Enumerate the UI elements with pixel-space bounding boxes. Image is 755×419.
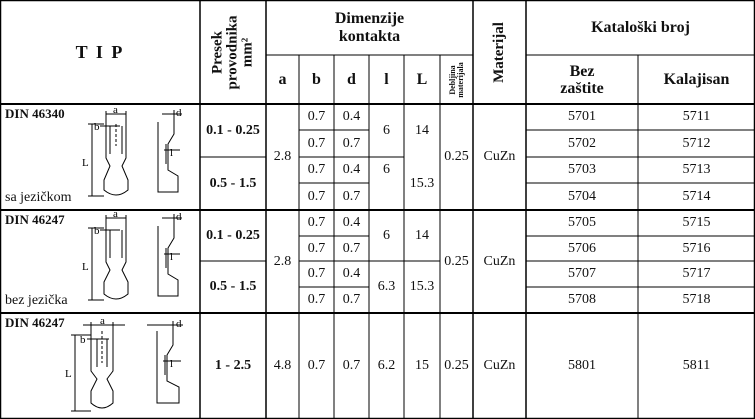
group2-row2-b: 0.7 xyxy=(307,240,326,256)
svg-text:a: a xyxy=(113,210,118,220)
terminal-drawing-3 xyxy=(55,313,198,419)
col-a-header: a xyxy=(278,70,287,88)
group1-row3-bez: 5703 xyxy=(568,162,596,177)
col-b-header: b xyxy=(312,70,321,88)
group3-presek: 1 - 2.5 xyxy=(214,358,252,373)
svg-text:l: l xyxy=(170,358,174,370)
group3-type-name: DIN 46247 xyxy=(5,315,65,330)
group1-l-1: 6 xyxy=(383,122,390,138)
group2-row3-bez: 5707 xyxy=(568,266,596,281)
group1-presek-2: 0.5 - 1.5 xyxy=(209,175,257,191)
svg-text:b: b xyxy=(80,334,86,346)
group1-row3-d: 0.4 xyxy=(342,162,361,177)
group1-row1-kal: 5711 xyxy=(682,109,711,124)
group2-row2-d: 0.7 xyxy=(342,240,361,256)
group1-row3-kal: 5713 xyxy=(682,162,711,177)
dim-b-label: b xyxy=(94,121,100,133)
svg-text:a: a xyxy=(100,315,105,327)
col-d-header: d xyxy=(347,70,356,88)
materijal-header xyxy=(473,0,526,104)
kalajisan-header: Kalajisan xyxy=(663,70,730,88)
presek-header-line2: provodnika xyxy=(224,15,241,89)
presek-header-line3: mm² xyxy=(239,37,256,67)
group2-row1-d: 0.4 xyxy=(342,215,361,230)
group2-L-2: 15.3 xyxy=(409,279,435,294)
group3-debljina: 0.25 xyxy=(444,358,469,373)
group3-b: 0.7 xyxy=(307,358,326,373)
group2-row1-bez: 5705 xyxy=(568,215,596,230)
dimenzije-line2: kontakta xyxy=(338,27,401,45)
svg-text:d: d xyxy=(176,318,182,330)
group1-sublabel: sa jezičkom xyxy=(5,190,72,205)
terminal-drawing-1 xyxy=(70,104,198,210)
group1-presek-1: 0.1 - 0.25 xyxy=(206,122,260,138)
materijal-header-text: Materijal xyxy=(491,21,507,83)
group2-presek-2: 0.5 - 1.5 xyxy=(209,279,257,294)
group2-l-2: 6.3 xyxy=(377,279,396,294)
katalog-header: Kataloški broj xyxy=(591,18,690,36)
group2-row2-bez: 5706 xyxy=(568,240,596,256)
group2-row3-b: 0.7 xyxy=(307,266,326,281)
terminal-drawing-2 xyxy=(70,210,198,313)
group1-a: 2.8 xyxy=(273,149,292,164)
col-L-header: L xyxy=(416,70,428,88)
group2-row2-kal: 5716 xyxy=(682,240,711,256)
group2-row4-kal: 5718 xyxy=(682,292,711,307)
presek-header xyxy=(200,0,266,104)
group2-presek-1: 0.1 - 0.25 xyxy=(206,227,260,243)
group1-l-2: 6 xyxy=(383,162,390,177)
group1-row1-bez: 5701 xyxy=(568,109,596,124)
bez-header-line2: zaštite xyxy=(560,79,604,97)
group1-row2-d: 0.7 xyxy=(342,135,361,151)
group3-bez: 5801 xyxy=(568,358,596,373)
debljina-line2: materijala xyxy=(455,61,465,98)
dimenzije-line1: Dimenzije xyxy=(334,9,405,27)
group3-kal: 5811 xyxy=(682,358,711,373)
group1-row2-b: 0.7 xyxy=(307,135,326,151)
group2-row1-kal: 5715 xyxy=(682,215,711,230)
group1-row4-kal: 5714 xyxy=(682,188,711,204)
debljina-header xyxy=(440,55,473,104)
group1-debljina: 0.25 xyxy=(444,149,469,164)
presek-header-line1: Presek xyxy=(209,30,226,74)
group1-row1-d: 0.4 xyxy=(342,109,361,124)
group3-d: 0.7 xyxy=(342,358,361,373)
group1-L-1: 14 xyxy=(415,122,429,138)
bez-header-line1: Bez xyxy=(569,62,595,80)
col-l-header: l xyxy=(384,70,389,88)
group2-L-1: 14 xyxy=(415,227,429,243)
dim-l-label: l xyxy=(170,147,174,159)
group3-a: 4.8 xyxy=(273,358,292,373)
group1-row4-bez: 5704 xyxy=(568,188,596,204)
group2-row4-bez: 5708 xyxy=(568,292,596,307)
group1-row1-b: 0.7 xyxy=(307,109,326,124)
group2-row3-kal: 5717 xyxy=(682,266,711,281)
group2-row4-b: 0.7 xyxy=(307,292,326,307)
dim-a-label: a xyxy=(113,104,118,116)
group2-debljina: 0.25 xyxy=(444,253,469,269)
group2-row1-b: 0.7 xyxy=(307,215,326,230)
dim-d-label: d xyxy=(176,107,182,119)
group1-row3-b: 0.7 xyxy=(307,162,326,177)
group3-l: 6.2 xyxy=(377,358,396,373)
group1-row4-b: 0.7 xyxy=(307,188,326,204)
group2-sublabel: bez jezička xyxy=(5,293,68,308)
group3-L: 15 xyxy=(415,358,429,373)
debljina-line1: Debljina xyxy=(447,64,457,95)
group2-l-1: 6 xyxy=(383,227,390,243)
svg-text:l: l xyxy=(170,251,174,263)
bez-header xyxy=(526,55,638,104)
group2-materijal: CuZn xyxy=(483,253,516,269)
group1-type-name: DIN 46340 xyxy=(5,106,65,121)
group2-type-name: DIN 46247 xyxy=(5,212,65,227)
group2-row4-d: 0.7 xyxy=(342,292,361,307)
dimenzije-header xyxy=(266,0,473,55)
svg-text:b: b xyxy=(94,225,100,237)
group3-materijal: CuZn xyxy=(483,358,516,373)
group1-L-2: 15.3 xyxy=(409,175,435,191)
group1-materijal: CuZn xyxy=(483,149,516,164)
group1-row2-kal: 5712 xyxy=(682,135,711,151)
svg-text:L: L xyxy=(82,261,89,273)
svg-text:d: d xyxy=(176,211,182,223)
group1-row2-bez: 5702 xyxy=(568,135,596,151)
dim-L-label: L xyxy=(82,157,89,169)
tip-header: T I P xyxy=(75,41,125,62)
group2-row3-d: 0.4 xyxy=(342,266,361,281)
group2-a: 2.8 xyxy=(273,253,292,269)
group1-row4-d: 0.7 xyxy=(342,188,361,204)
svg-text:L: L xyxy=(65,368,72,380)
